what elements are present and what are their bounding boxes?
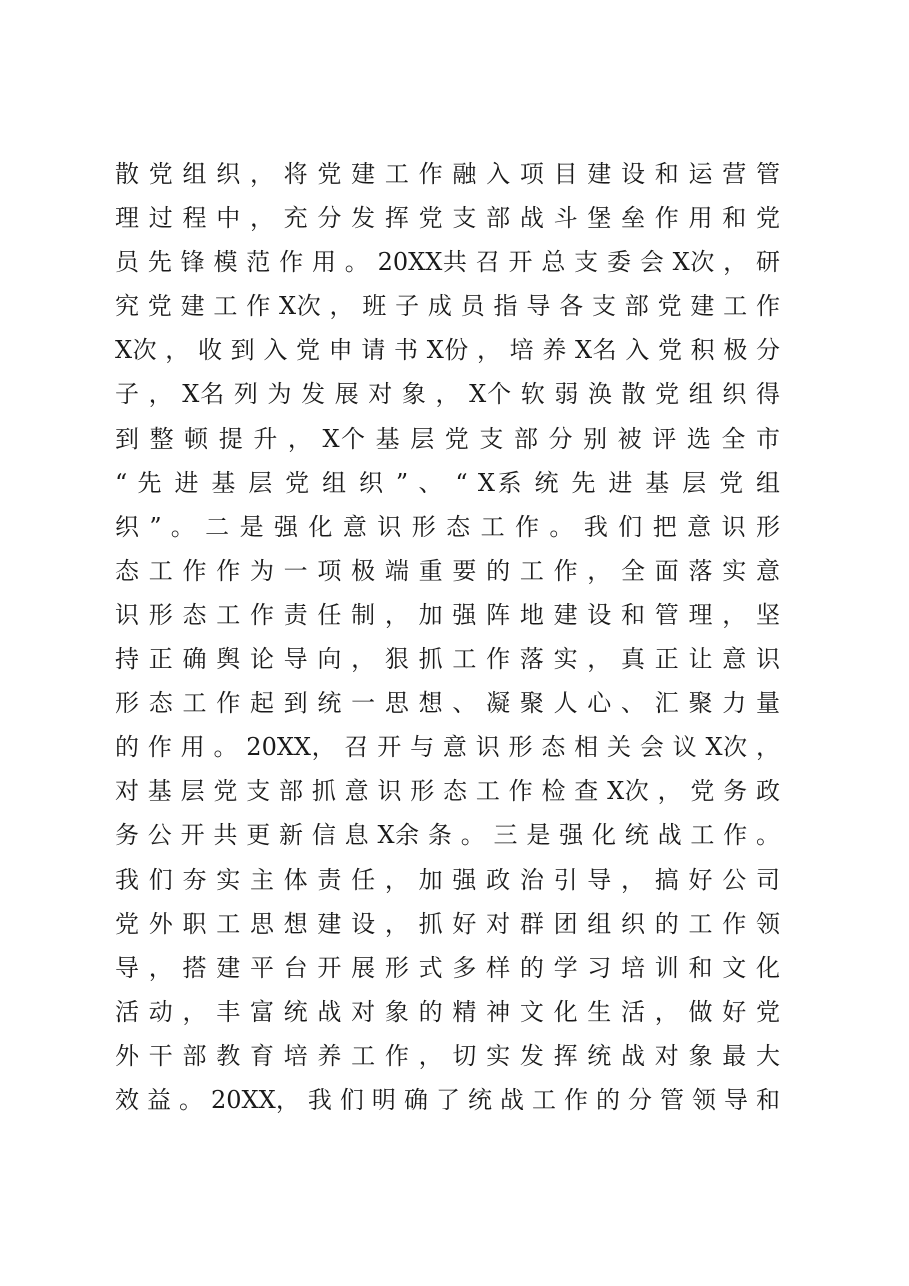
text-line: 到 整 顿 提 升 ， X个 基 层 党 支 部 分 别 被 评 选 全 市	[115, 424, 780, 453]
text-line: 的 作 用 。 20XX， 召 开 与 意 识 形 态 相 关 会 议 X次 ，	[115, 733, 780, 762]
text-line: 理 过 程 中 ， 充 分 发 挥 党 支 部 战 斗 堡 垒 作 用 和 党	[115, 204, 780, 233]
text-line: 活 动 ， 丰 富 统 战 对 象 的 精 神 文 化 生 活 ， 做 好 党	[115, 997, 780, 1026]
text-line: 导 ， 搭 建 平 台 开 展 形 式 多 样 的 学 习 培 训 和 文 化	[115, 953, 780, 982]
text-line: 形 态 工 作 起 到 统 一 思 想 、 凝 聚 人 心 、 汇 聚 力 量	[115, 689, 780, 718]
text-line: 党 外 职 工 思 想 建 设 ， 抓 好 对 群 团 组 织 的 工 作 领	[115, 909, 780, 938]
text-line: 我 们 夯 实 主 体 责 任 ， 加 强 政 治 引 导 ， 搞 好 公 司	[115, 865, 780, 894]
text-line: 子 ， X名 列 为 发 展 对 象 ， X个 软 弱 涣 散 党 组 织 得	[115, 380, 780, 409]
text-line: 散 党 组 织 ， 将 党 建 工 作 融 入 项 目 建 设 和 运 营 管	[115, 160, 780, 188]
text-line: X次 ， 收 到 入 党 申 请 书 X份 ， 培 养 X名 入 党 积 极 分	[115, 336, 780, 365]
text-line: “ 先 进 基 层 党 组 织 ” 、 “ X系 统 先 进 基 层 党 组	[115, 468, 780, 497]
text-line: 员 先 锋 模 范 作 用 。 20XX共 召 开 总 支 委 会 X次 ， 研	[115, 248, 780, 277]
text-line: 效 益 。 20XX， 我 们 明 确 了 统 战 工 作 的 分 管 领 导 和	[115, 1085, 780, 1114]
text-line: 务 公 开 共 更 新 信 息 X余 条 。 三 是 强 化 统 战 工 作 。	[115, 821, 780, 850]
text-line: 态 工 作 作 为 一 项 极 端 重 要 的 工 作 ， 全 面 落 实 意	[115, 556, 780, 585]
text-line: 外 干 部 教 育 培 养 工 作 ， 切 实 发 挥 统 战 对 象 最 大	[115, 1041, 780, 1070]
text-line: 持 正 确 舆 论 导 向 ， 狠 抓 工 作 落 实 ， 真 正 让 意 识	[115, 645, 780, 674]
text-line: 究 党 建 工 作 X次 ， 班 子 成 员 指 导 各 支 部 党 建 工 作	[115, 292, 780, 321]
text-line: 织 ” 。 二 是 强 化 意 识 形 态 工 作 。 我 们 把 意 识 形	[115, 512, 780, 541]
text-line: 对 基 层 党 支 部 抓 意 识 形 态 工 作 检 查 X次 ， 党 务 政	[115, 777, 780, 806]
body-paragraph	[115, 152, 780, 1122]
text-line: 识 形 态 工 作 责 任 制 ， 加 强 阵 地 建 设 和 管 理 ， 坚	[115, 600, 780, 629]
